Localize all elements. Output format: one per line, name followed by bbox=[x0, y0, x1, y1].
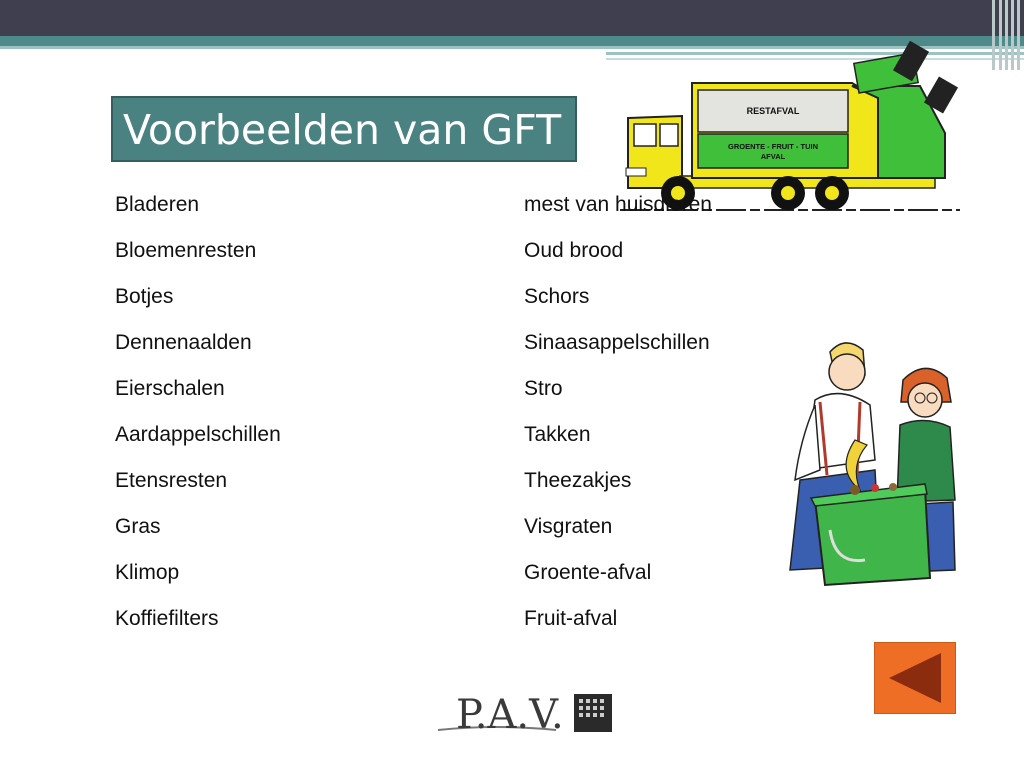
back-arrow-icon bbox=[875, 643, 955, 713]
list-item: mest van huisdieren bbox=[524, 193, 712, 216]
list-item: Aardappelschillen bbox=[115, 423, 281, 446]
list-item: Sinaasappelschillen bbox=[524, 331, 710, 354]
list-item: Theezakjes bbox=[524, 469, 632, 492]
back-button[interactable] bbox=[874, 642, 956, 714]
list-item: Stro bbox=[524, 377, 563, 400]
list-item: Botjes bbox=[115, 285, 174, 308]
pav-logo bbox=[436, 688, 618, 738]
corner-stripes bbox=[990, 0, 1024, 70]
list-item: Etensresten bbox=[115, 469, 228, 492]
list-item: Fruit-afval bbox=[524, 607, 618, 630]
list-item: Schors bbox=[524, 285, 590, 308]
truck-label-gft-1: GROENTE - FRUIT - TUIN bbox=[728, 142, 818, 151]
top-bar bbox=[0, 0, 1024, 36]
list-item: Groente-afval bbox=[524, 561, 652, 584]
truck-label-gft-2: AFVAL bbox=[760, 152, 786, 161]
list-item: Klimop bbox=[115, 561, 180, 584]
truck-label-rest: RESTAFVAL bbox=[746, 106, 800, 116]
pav-logo-text: P.A.V. bbox=[456, 692, 564, 738]
list-item: Koffiefilters bbox=[115, 607, 219, 630]
list-item: Eierschalen bbox=[115, 377, 225, 400]
list-item: Gras bbox=[115, 515, 161, 538]
slide-title: Voorbeelden van GFT bbox=[111, 96, 577, 162]
children-with-gft-bin-illustration bbox=[775, 330, 985, 590]
list-item: Oud brood bbox=[524, 239, 624, 262]
list-item: Dennenaalden bbox=[115, 331, 252, 354]
list-item: Bloemenresten bbox=[115, 239, 257, 262]
list-item: Visgraten bbox=[524, 515, 613, 538]
list-item: Takken bbox=[524, 423, 591, 446]
list-item: Bladeren bbox=[115, 193, 200, 216]
